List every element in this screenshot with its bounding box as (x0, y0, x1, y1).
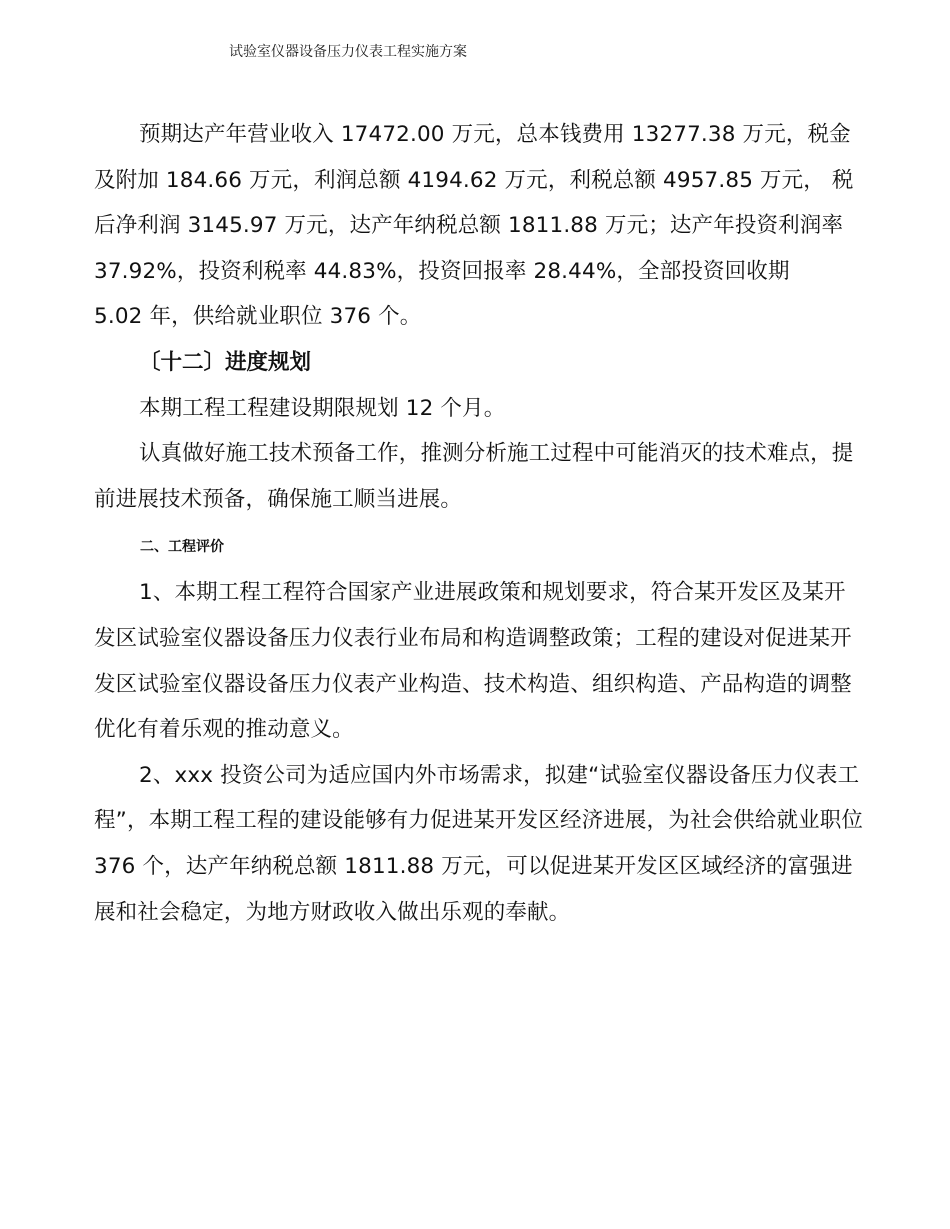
evaluation-heading: 二、工程评价 (140, 539, 224, 556)
schedule-heading: 〔十二〕进度规划 (139, 349, 312, 375)
schedule-period-paragraph: 本期工程工程建设期限规划 12 个月。 (139, 395, 506, 421)
running-header: 试验室仪器设备压力仪表工程实施方案 (229, 44, 467, 60)
evaluation-item-1: 1、本期工程工程符合国家产业进展政策和规划要求，符合某开发区及某开发区试验室仪器设备压力仪表行业布局和构造调整政策；工程的建设对促进某开发区试验室仪器设备压力仪表产业构造、技术构造、组织构造、产品构造的调整优化有着乐观的推动意义。 (94, 580, 852, 743)
document-body (94, 112, 864, 935)
evaluation-item-2: 2、xxx 投资公司为适应国内外市场需求，拟建“试验室仪器设备压力仪表工程”，本期工程工程的建设能够有力促进某开发区经济进展，为社会供给就业职位 376 个，达产年纳税总额 1811.88 万元，可以促进某开发区区域经济的富强进展和社会稳定，为地方财政收入做出乐观的奉献。 (94, 762, 864, 925)
payback-line: 5.02 年，供给就业职位 376 个。 (94, 304, 422, 330)
schedule-prep-paragraph: 认真做好施工技术预备工作，推测分析施工过程中可能消灭的技术难点，提前进展技术预备，确保施工顺当进展。 (94, 441, 854, 512)
finance-paragraph: 预期达产年营业收入 17472.00 万元，总本钱费用 13277.38 万元，税金及附加 184.66 万元，利润总额 4194.62 万元，利税总额 4957.85 万元， 税后净利润 3145.97 万元，达产年纳税总额 1811.88 万元；达产年投资利润率 37.92%，投资利税率 44.83%，投资回报率 28.44%，全部投资回收期 (94, 122, 854, 284)
